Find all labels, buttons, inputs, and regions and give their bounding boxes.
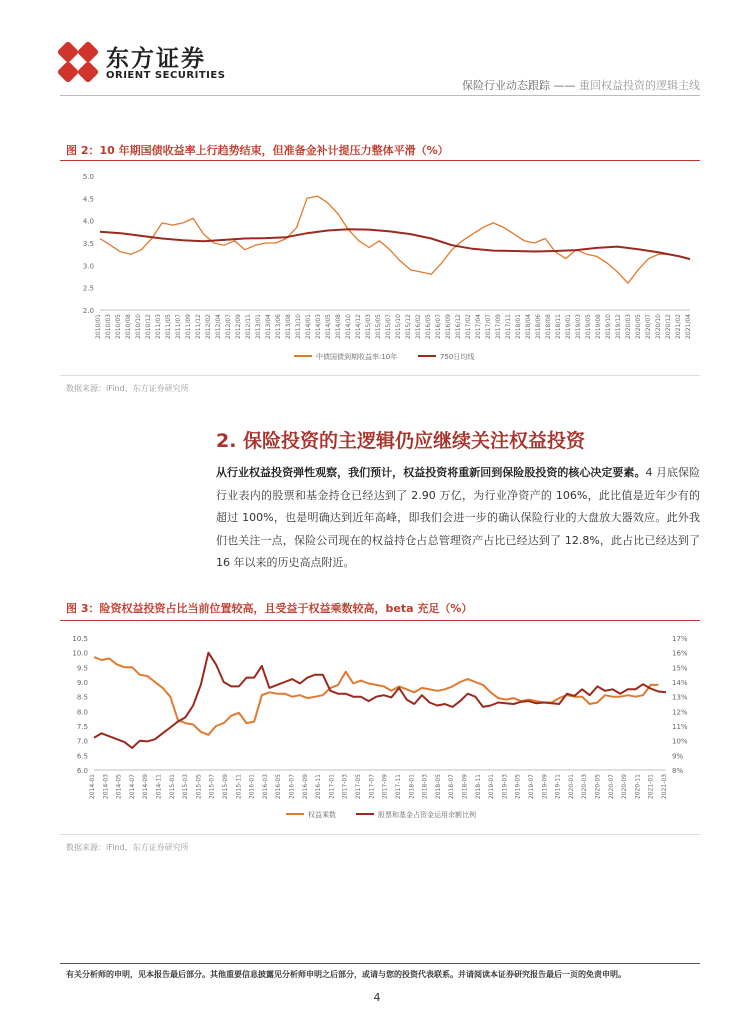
x-tick-label: 2017-03 (341, 774, 349, 800)
x-tick-label: 2011/07 (175, 314, 182, 339)
x-tick-label: 2014-11 (155, 774, 163, 800)
x-tick-label: 2014-03 (102, 774, 110, 800)
y-right-tick-label: 9% (672, 752, 684, 761)
section-paragraph (216, 462, 700, 575)
x-tick-label: 2012/09 (235, 314, 242, 339)
x-tick-label: 2020-01 (567, 774, 575, 800)
x-tick-label: 2020-11 (634, 774, 642, 800)
x-tick-label: 2015-11 (235, 774, 243, 800)
x-tick-label: 2013/04 (265, 314, 272, 339)
x-tick-label: 2013/08 (285, 314, 292, 339)
x-tick-label: 2020/10 (655, 314, 662, 339)
orient-securities-logo (56, 40, 100, 84)
y-right-tick-label: 12% (672, 708, 688, 717)
x-tick-label: 2017-11 (394, 774, 402, 800)
x-tick-label: 2020/07 (645, 314, 652, 339)
y-left-tick-label: 9.5 (76, 664, 88, 673)
x-tick-label: 2014-01 (89, 774, 96, 800)
x-tick-label: 2016-03 (261, 774, 269, 800)
x-tick-label: 2010/03 (105, 314, 112, 339)
figure3-title: 图 3：险资权益投资占比当前位置较高，且受益于权益乘数较高，beta 充足（%） (66, 602, 473, 615)
x-tick-label: 2017/09 (495, 314, 502, 339)
x-tick-label: 2017-09 (381, 774, 389, 800)
x-tick-label: 2019/08 (595, 314, 602, 339)
x-tick-label: 2019-03 (501, 774, 509, 800)
y-left-tick-label: 6.0 (76, 767, 88, 775)
x-tick-label: 2020-05 (594, 774, 602, 800)
paragraph-bold: 从行业权益投资弹性观察，我们预计，权益投资将重新回到保险股投资的核心决定要素。 (216, 466, 646, 479)
logo-text-en: ORIENT SECURITIES (106, 70, 226, 81)
x-tick-label: 2014-09 (142, 774, 150, 800)
y-tick-label: 3.0 (82, 262, 94, 271)
x-tick-label: 2021-03 (661, 774, 668, 800)
report-title: 重回权益投资的逻辑主线 (579, 79, 700, 92)
x-tick-label: 2010/10 (135, 314, 142, 339)
x-tick-label: 2019/05 (585, 314, 592, 339)
x-tick-label: 2016-09 (301, 774, 309, 800)
x-tick-label: 2017/02 (465, 314, 472, 339)
x-tick-label: 2016/07 (435, 314, 442, 339)
x-tick-label: 2015/07 (385, 314, 392, 339)
y-left-tick-label: 8.0 (76, 708, 88, 717)
x-tick-label: 2011/05 (165, 314, 172, 339)
x-tick-label: 2017-05 (355, 774, 363, 800)
x-tick-label: 2016-07 (288, 774, 296, 800)
y-right-tick-label: 11% (672, 723, 688, 731)
y-tick-label: 5.0 (82, 173, 94, 181)
x-tick-label: 2015/05 (375, 314, 382, 339)
x-tick-label: 2016-11 (315, 774, 323, 800)
y-left-tick-label: 7.0 (76, 737, 88, 746)
x-tick-label: 2012/07 (225, 314, 232, 339)
x-tick-label: 2010/01 (95, 314, 102, 339)
x-tick-label: 2018-03 (421, 774, 429, 800)
y-right-tick-label: 17% (672, 635, 688, 643)
x-tick-label: 2018/06 (535, 314, 542, 339)
y-left-tick-label: 7.5 (76, 723, 88, 731)
y-right-tick-label: 10% (672, 737, 688, 746)
x-tick-label: 2013/01 (255, 314, 262, 339)
x-tick-label: 2015/10 (395, 314, 402, 339)
x-tick-label: 2019/12 (615, 314, 622, 339)
y-tick-label: 2.5 (82, 284, 94, 293)
paragraph-rest: 4 月底保险行业表内的股票和基金持仓已经达到了 2.90 万亿，为行业净资产的 106%，此比值是近年少有的超过 100%，也是明确达到近年高峰，即我们会进一步的确认保险行业的大盘放大器效应。此外我们也关注一点，保险公司现在的权益持仓占总管理资产占比已经达到了 12.8%，此占比已经达到了 16 年以来的历史高点附近。 (216, 466, 700, 569)
x-tick-label: 2017-01 (328, 774, 336, 800)
x-tick-label: 2010/05 (115, 314, 122, 339)
y-tick-label: 4.5 (82, 195, 94, 204)
header-separator: —— (553, 79, 576, 92)
y-tick-label: 4.0 (82, 217, 94, 226)
x-tick-label: 2016/09 (445, 314, 452, 339)
x-tick-label: 2017/11 (505, 314, 512, 339)
figure3-chart (60, 624, 700, 830)
x-tick-label: 2018-07 (448, 774, 456, 800)
x-tick-label: 2019/01 (565, 314, 572, 339)
x-tick-label: 2018-01 (408, 774, 416, 800)
legend-label-yield: 中债国债到期收益率:10年 (316, 353, 398, 361)
x-tick-label: 2013/06 (275, 314, 282, 339)
y-right-tick-label: 13% (672, 693, 688, 702)
legend-label-ratio: 股票和基金占资金运用余额比例 (378, 811, 476, 819)
figure2-chart (60, 162, 700, 374)
y-right-tick-label: 15% (672, 664, 688, 673)
x-tick-label: 2016/05 (425, 314, 432, 339)
x-tick-label: 2016-05 (275, 774, 283, 800)
x-tick-label: 2019-07 (527, 774, 535, 800)
y-right-tick-label: 8% (672, 767, 684, 775)
x-tick-label: 2020/03 (625, 314, 632, 339)
x-tick-label: 2015-05 (195, 774, 203, 800)
x-tick-label: 2019-11 (554, 774, 562, 800)
x-tick-label: 2015-07 (208, 774, 216, 800)
x-tick-label: 2018/01 (515, 314, 522, 339)
x-tick-label: 2011/03 (155, 314, 162, 339)
x-tick-label: 2014/03 (315, 314, 322, 339)
x-tick-label: 2014/08 (335, 314, 342, 339)
y-left-tick-label: 6.5 (76, 752, 88, 761)
x-tick-label: 2015/03 (365, 314, 372, 339)
x-tick-label: 2021/04 (685, 314, 692, 339)
x-tick-label: 2020/12 (665, 314, 672, 339)
x-tick-label: 2011/09 (185, 314, 192, 339)
x-tick-label: 2015-01 (168, 774, 176, 800)
x-tick-label: 2019-01 (488, 774, 496, 800)
figure2-top-rule (60, 160, 700, 161)
x-tick-label: 2018-05 (434, 774, 442, 800)
legend-label-750d: 750日均线 (440, 353, 475, 361)
footer-disclaimer: 有关分析师的申明，见本报告最后部分。其他重要信息披露见分析师申明之后部分，或请与您的投资代表联系。并请阅读本证券研究报告最后一页的免责申明。 (66, 970, 626, 979)
x-tick-label: 2021-01 (647, 774, 655, 800)
page-number: 4 (373, 991, 381, 1004)
x-tick-label: 2015-03 (182, 774, 190, 800)
y-left-tick-label: 10.5 (72, 635, 88, 643)
figure2-source: 数据来源：iFind、东方证券研究所 (66, 384, 189, 393)
y-right-tick-label: 16% (672, 649, 688, 658)
figure2-title: 图 2：10 年期国债收益率上行趋势结束，但准备金补计提压力整体平滑（%） (66, 144, 449, 157)
x-tick-label: 2018-11 (474, 774, 482, 800)
x-tick-label: 2015/12 (405, 314, 412, 339)
logo-text-cn: 东方证券 (106, 46, 206, 72)
x-tick-label: 2012/02 (205, 314, 212, 339)
x-tick-label: 2019/10 (605, 314, 612, 339)
figure3-top-rule (60, 620, 700, 621)
y-left-tick-label: 10.0 (72, 649, 88, 658)
x-tick-label: 2017/07 (485, 314, 492, 339)
x-tick-label: 2012/11 (245, 314, 252, 339)
x-tick-label: 2017/04 (475, 314, 482, 339)
y-left-tick-label: 8.5 (76, 693, 88, 702)
x-tick-label: 2010/08 (125, 314, 132, 339)
x-tick-label: 2013/10 (295, 314, 302, 339)
y-tick-label: 3.5 (82, 240, 94, 248)
y-right-tick-label: 14% (672, 679, 688, 687)
x-tick-label: 2014-07 (128, 774, 136, 800)
series-stock-fund-ratio (94, 653, 666, 748)
x-tick-label: 2019-05 (514, 774, 522, 800)
x-tick-label: 2018-09 (461, 774, 469, 800)
x-tick-label: 2018/11 (555, 314, 562, 339)
x-tick-label: 2016-01 (248, 774, 256, 800)
x-tick-label: 2016/12 (455, 314, 462, 339)
x-tick-label: 2020-07 (607, 774, 615, 800)
x-tick-label: 2010/12 (145, 314, 152, 339)
x-tick-label: 2015-09 (222, 774, 230, 800)
x-tick-label: 2014-05 (115, 774, 123, 800)
section-title: 2. 保险投资的主逻辑仍应继续关注权益投资 (216, 430, 586, 452)
legend-label-multiplier: 权益乘数 (308, 811, 336, 819)
x-tick-label: 2012/04 (215, 314, 222, 339)
x-tick-label: 2017-07 (368, 774, 376, 800)
x-tick-label: 2016/02 (415, 314, 422, 339)
x-tick-label: 2020-09 (621, 774, 629, 800)
x-tick-label: 2014/01 (305, 314, 312, 339)
header-divider (60, 95, 700, 96)
report-header (430, 77, 700, 93)
x-tick-label: 2018/08 (545, 314, 552, 339)
figure2-bottom-rule (60, 375, 700, 376)
y-tick-label: 2.0 (82, 307, 94, 315)
x-tick-label: 2014/05 (325, 314, 332, 339)
x-tick-label: 2014/10 (345, 314, 352, 339)
x-tick-label: 2019/03 (575, 314, 582, 339)
x-tick-label: 2020-03 (581, 774, 589, 800)
x-tick-label: 2011/12 (195, 314, 202, 339)
x-tick-label: 2021/02 (675, 314, 682, 339)
figure3-bottom-rule (60, 834, 700, 835)
x-tick-label: 2020/05 (635, 314, 642, 339)
y-left-tick-label: 9.0 (76, 679, 88, 687)
report-type: 保险行业动态跟踪 (462, 79, 550, 92)
x-tick-label: 2019-09 (541, 774, 549, 800)
figure3-source: 数据来源：iFind、东方证券研究所 (66, 843, 189, 852)
footer-divider (60, 963, 700, 964)
x-tick-label: 2018/04 (525, 314, 532, 339)
x-tick-label: 2014/12 (355, 314, 362, 339)
